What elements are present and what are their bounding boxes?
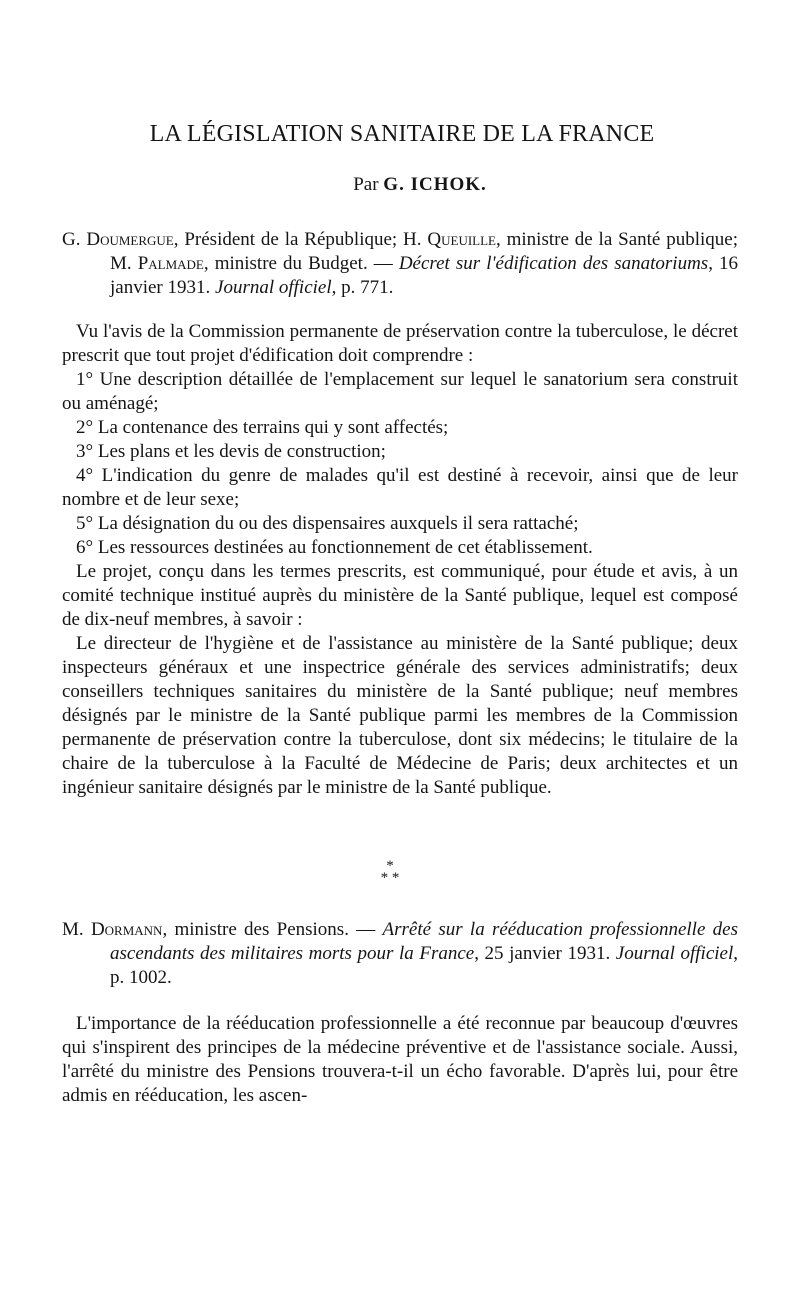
ref-name-doumergue: Doumergue — [86, 229, 174, 250]
list-item: 3° Les plans et les devis de construction; — [76, 441, 386, 462]
list-item: 6° Les ressources destinées au fonctionnement de cet établissement. — [76, 537, 593, 558]
ref-name-dormann: Dormann — [90, 919, 163, 940]
reference-citation — [62, 228, 738, 300]
ref-name-queuille: Queuille — [427, 229, 496, 250]
paragraph: Le projet, conçu dans les termes prescrits, est communiqué, pour étude et avis, à un comité technique institué auprès du ministère de la Santé publique, lequel est composé de dix-neuf membres, à savoir : — [62, 561, 738, 630]
section-sanatoriums — [62, 320, 738, 800]
separator-star: * — [386, 858, 394, 874]
ref-text: , ministre du Budget. — — [203, 253, 399, 274]
byline-prefix: Par — [353, 174, 379, 195]
ref-page: , p. 1002. — [110, 943, 738, 988]
reference-arrete — [62, 918, 738, 990]
separator-stars: * * — [380, 870, 400, 886]
ref-text: , ministre de la Santé publique; M. — [110, 229, 738, 274]
ref-date: , 25 janvier 1931. — [474, 943, 616, 964]
ref-date: , 16 janvier 1931. — [110, 253, 739, 298]
byline-author: G. ICHOK. — [383, 174, 487, 195]
page-title: LA LÉGISLATION SANITAIRE DE LA FRANCE — [149, 121, 655, 147]
ref-arrete-title: Arrêté sur la rééducation professionnelle des ascendants des militaires morts pour la France — [110, 919, 739, 964]
ref-journal: Journal officiel — [215, 277, 332, 298]
list-item: 1° Une description détaillée de l'emplacement sur lequel le sanatorium sera construit ou aménagé; — [62, 369, 738, 414]
ref-initial: M. — [62, 919, 91, 940]
section-separator — [370, 860, 410, 894]
list-item: 2° La contenance des terrains qui y sont affectés; — [76, 417, 449, 438]
section-reeducation — [62, 1012, 738, 1108]
ref-name-palmade: Palmade — [137, 253, 204, 274]
ref-initial: G. — [62, 229, 87, 250]
ref-journal: Journal officiel — [615, 943, 734, 964]
ref-page: , p. 771. — [331, 277, 394, 298]
list-item: 5° La désignation du ou des dispensaires auxquels il sera rattaché; — [76, 513, 579, 534]
ref-text: , Président de la République; H. — [173, 229, 428, 250]
reference-decree — [62, 228, 738, 300]
reference-citation — [62, 918, 738, 990]
intro-paragraph: Vu l'avis de la Commission permanente de préservation contre la tuberculose, le décret prescrit que tout projet d'édification doit comprendre : — [62, 321, 738, 366]
list-item: 4° L'indication du genre de malades qu'il est destiné à recevoir, ainsi que de leur nombre et de leur sexe; — [62, 465, 738, 510]
ref-decree-title: Décret sur l'édification des sanatoriums — [398, 253, 709, 274]
byline — [0, 172, 800, 198]
paragraph: Le directeur de l'hygiène et de l'assistance au ministère de la Santé publique; deux inspecteurs généraux et une inspectrice générale des services administratifs; deux conseillers techniques sanitaires du ministère de la Santé publique; neuf membres désignés par le ministre de la Santé publique parmi les membres de la Commission permanente de préservation contre la tuberculose, dont six médecins; le titulaire de la chaire de la tuberculose à la Faculté de Médecine de Paris; deux architectes et un ingénieur sanitaire désignés par le ministre de la Santé publique. — [62, 633, 738, 798]
ref-text: , ministre des Pensions. — — [162, 919, 383, 940]
paragraph: L'importance de la rééducation professionnelle a été reconnue par beaucoup d'œuvres qui s'inspirent des principes de la médecine préventive et de l'assistance sociale. Aussi, l'arrêté du ministre des Pensions trouvera-t-il un écho favorable. D'après lui, pour être admis en rééducation, les ascen- — [62, 1013, 738, 1106]
